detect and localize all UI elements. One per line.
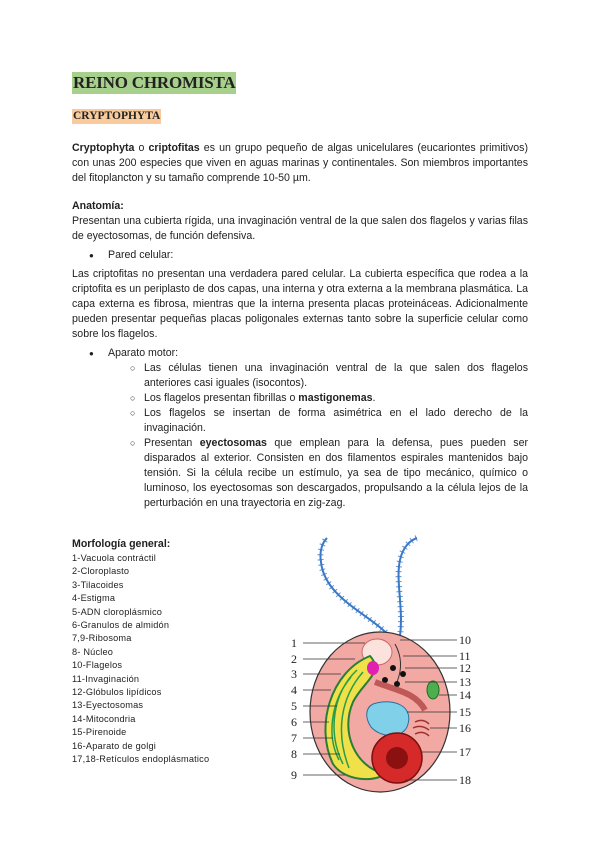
motor-item-4: [72, 436, 528, 511]
diagram-label-12: 12: [459, 661, 471, 675]
legend-item: 15-Pirenoide: [72, 727, 127, 738]
bullet-motor-apparatus: ● Aparato motor:: [72, 346, 528, 361]
diagram-label-18: 18: [459, 773, 471, 787]
lipid-globule: [400, 671, 406, 677]
bullet-cell-wall: ● Pared celular:: [72, 248, 528, 263]
legend-item: 2-Cloroplasto: [72, 566, 130, 577]
intro-conj: o: [138, 142, 145, 154]
diagram-label-2: 2: [291, 652, 297, 666]
stigma: [367, 661, 379, 675]
anatomy-heading: Anatomía:: [72, 200, 124, 212]
legend-item: 7,9-Ribosoma: [72, 633, 132, 644]
morphology-heading: Morfología general:: [72, 538, 171, 550]
legend-item: 8- Núcleo: [72, 646, 114, 657]
flagellum-left: [320, 538, 395, 644]
diagram-label-4: 4: [291, 683, 297, 697]
diagram-label-9: 9: [291, 768, 297, 782]
legend-item: 16-Aparato de golgi: [72, 740, 156, 751]
legend-item: 1-Vacuola contráctil: [72, 553, 157, 563]
flagellum-left-hairs: [320, 538, 395, 644]
legend-item: 6-Granulos de almidón: [72, 620, 170, 631]
diagram-label-6: 6: [291, 715, 297, 729]
diagram-label-7: 7: [291, 731, 297, 745]
diagram-label-13: 13: [459, 675, 471, 689]
intro-paragraph: [72, 141, 528, 186]
motor-item-4-pre: Presentan: [144, 437, 193, 449]
term-cryptophyta: Cryptophyta: [72, 142, 135, 154]
cell-wall-paragraph: Las criptofitas no presentan una verdadera pared celular. La cubierta específica que rodea a la criptofita es un periplasto de dos capas, una interna y otra externa a la membrana plasmática. La capa externa es fibrosa, mientras que la interna presenta placas proteináceas. Adicionalmente pueden presentar pequeñas placas poligonales externas tanto sobre la superficie celular como sobre los flagelos.: [72, 268, 528, 340]
motor-item-4-post: que emplean para la defensa, pues pueden ser disparados al exterior. Consisten en dos filamentos espirales mantenidos bajo tensión. Si la célula recibe un estímulo, ya sea de tipo mecánico, químico o luminoso, los eyectosomas son descargados, propulsando a la célula lejos de la perturbación en una trayectoria en zig-zag.: [144, 437, 529, 509]
anatomy-text: Presentan una cubierta rígida, una invaginación ventral de la que salen dos flagelos y varias filas de eyectosomas, de función defensiva.: [72, 215, 528, 242]
legend-item: 17,18-Retículos endoplásmatico: [72, 754, 210, 765]
diagram-label-17: 17: [459, 745, 471, 759]
term-mastigonemas: mastigonemas: [298, 392, 373, 404]
mitochondrion: [427, 681, 439, 699]
intro-text: es un grupo pequeño de algas unicelulares (eucariontes primitivos) con unas 200 especies que viven en aguas marinas y continentales. Son miembros importantes del fitoplancton y su tamaño comprende 10-50 µm.: [72, 142, 528, 184]
page-title: REINO CHROMISTA: [73, 73, 236, 92]
diagram-label-1: 1: [291, 636, 297, 650]
cryptophyta-cell-diagram: [285, 532, 485, 794]
diagram-label-3: 3: [291, 667, 297, 681]
motor-item-1: ○ Las células tienen una invaginación ventral de la que salen dos flagelos anteriores casi iguales (isocontos).: [72, 361, 528, 391]
diagram-label-14: 14: [459, 688, 471, 702]
section-subtitle: CRYPTOPHYTA: [73, 110, 161, 122]
legend-item: 14-Mitocondria: [72, 713, 136, 724]
motor-item-2: [72, 391, 528, 406]
diagram-label-5: 5: [291, 699, 297, 713]
diagram-label-16: 16: [459, 721, 471, 735]
main-content: [72, 141, 528, 511]
legend-item: 11-Invaginación: [72, 673, 140, 684]
legend-item: 3-Tilacoides: [72, 579, 124, 590]
motor-item-2-post: .: [372, 392, 376, 404]
legend-item: 4-Estigma: [72, 593, 116, 604]
term-eyectosomas: eyectosomas: [199, 437, 267, 449]
diagram-label-10: 10: [459, 633, 471, 647]
legend-item: 12-Glóbulos lipídicos: [72, 687, 162, 698]
legend-item: 5-ADN cloroplásmico: [72, 606, 163, 617]
nucleolus: [386, 747, 408, 769]
lipid-globule: [390, 665, 396, 671]
motor-item-3: ○ Los flagelos se insertan de forma asimétrica en el lado derecho de la invaginación.: [72, 406, 528, 436]
legend-item: 10-Flagelos: [72, 660, 123, 671]
motor-item-2-pre: Los flagelos presentan fibrillas o: [144, 392, 296, 404]
morphology-legend: [72, 537, 272, 767]
legend-item: 13-Eyectosomas: [72, 700, 144, 711]
diagram-label-8: 8: [291, 747, 297, 761]
diagram-label-11: 11: [459, 649, 471, 663]
diagram-label-15: 15: [459, 705, 471, 719]
term-criptofitas: criptofitas: [148, 142, 200, 154]
